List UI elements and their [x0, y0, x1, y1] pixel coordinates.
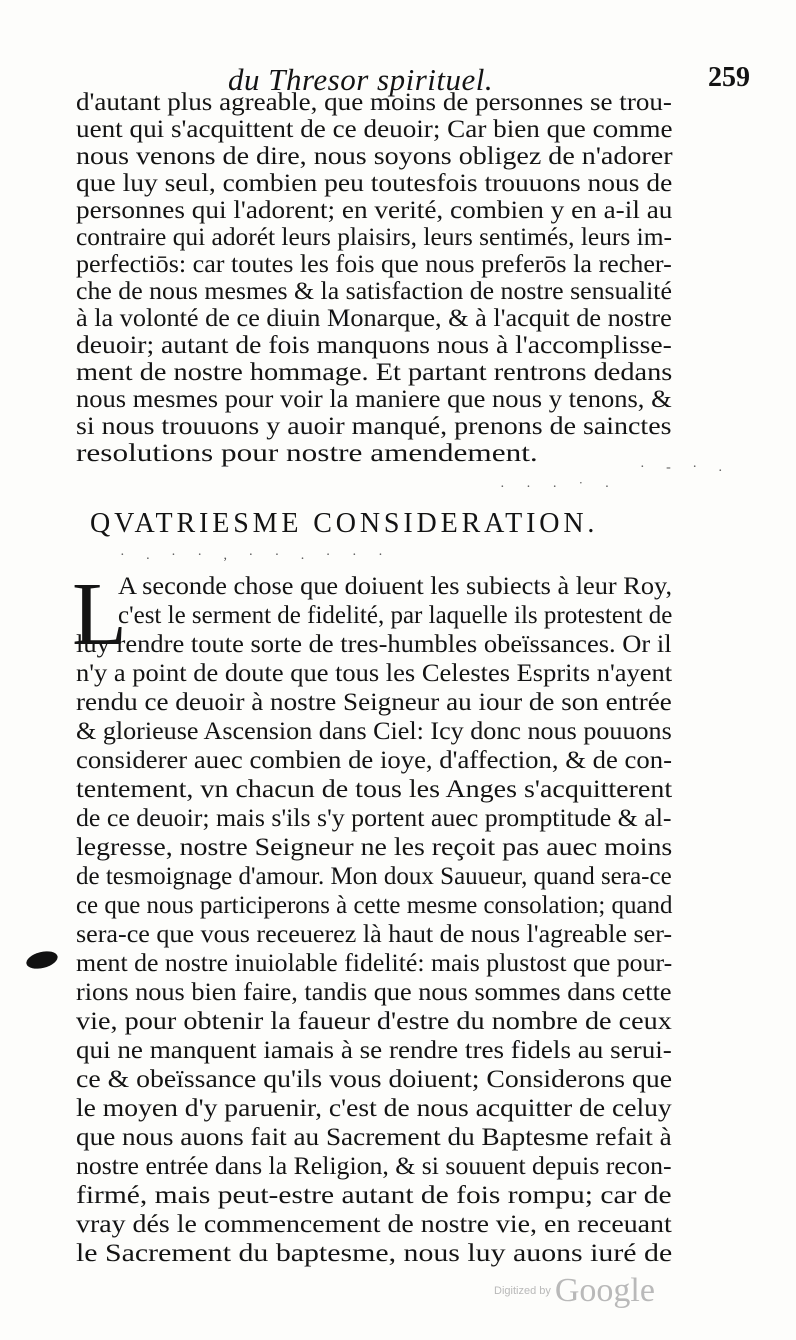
print-specks: · . · · , · · . · · · — [120, 548, 392, 563]
text-line: luy rendre toute sorte de tres-humbles obeïssances. Or il — [76, 631, 672, 658]
text-line: ment de nostre inuiolable fidelité: mais plustost que pour- — [76, 950, 673, 977]
text-line: & glorieuse Ascension dans Ciel: Icy donc nous pouuons — [76, 718, 672, 745]
text-line: vie, pour obtenir la faueur d'estre du nombre de ceux — [76, 1008, 672, 1035]
text-line: le moyen d'y paruenir, c'est de nous acquitter de celuy — [76, 1095, 672, 1122]
print-specks: · - · . — [640, 460, 731, 475]
text-line: sera-ce que vous receuerez là haut de nous l'agreable ser- — [76, 921, 673, 948]
text-line: perfectiōs: car toutes les fois que nous preferōs la recher- — [76, 251, 672, 278]
text-line: n'y a point de doute que tous les Celestes Esprits n'ayent — [76, 660, 673, 687]
text-line: considerer auec combien de ioye, d'affection, & de con- — [76, 747, 672, 774]
text-line: personnes qui l'adorent; en verité, combien y en a-il au — [76, 197, 673, 224]
text-line: nous venons de dire, nous soyons obligez de n'adorer — [76, 143, 673, 170]
paragraph-1 — [76, 88, 676, 476]
text-line: deuoir; autant de fois manquons nous à l'accomplisse- — [76, 332, 672, 359]
paragraph-2 — [76, 572, 676, 1278]
text-line: rendu ce deuoir à nostre Seigneur au iour de son entrée — [76, 689, 672, 716]
text-line: resolutions pour nostre amendement. — [76, 440, 538, 467]
page-number: 259 — [708, 62, 750, 93]
text-line: qui ne manquent iamais à se rendre tres fidels au serui- — [76, 1037, 672, 1064]
text-line: nous mesmes pour voir la maniere que nous y tenons, & — [76, 386, 672, 413]
text-line: ce & obeïssance qu'ils vous doiuent; Considerons que — [76, 1066, 673, 1093]
text-line: uent qui s'acquittent de ce deuoir; Car bien que comme — [76, 116, 673, 143]
text-line: ment de nostre hommage. Et partant rentrons dedans — [76, 359, 673, 386]
section-heading: QVATRIESME CONSIDERATION. — [90, 507, 599, 539]
text-line: ce que nous participerons à cette mesme consolation; quand — [76, 892, 673, 919]
print-specks: · · · ˙ · — [500, 480, 619, 495]
text-line: vray dés le commencement de nostre vie, en receuant — [76, 1211, 672, 1238]
drop-cap: L — [72, 565, 127, 664]
text-line: à la volonté de ce diuin Monarque, & à l'acquit de nostre — [76, 305, 672, 332]
text-line: si nous trouuons y auoir manqué, prenons de sainctes — [76, 413, 672, 440]
running-title: du Thresor spirituel. — [228, 62, 494, 97]
text-line: que nous auons fait au Sacrement du Baptesme refait à — [76, 1124, 672, 1151]
text-line: firmé, mais peut-estre autant de fois rompu; car de — [76, 1182, 672, 1209]
google-wordmark: Google — [554, 1272, 655, 1309]
ink-blot-mark — [25, 948, 60, 971]
text-line: rions nous bien faire, tandis que nous sommes dans cette — [76, 979, 672, 1006]
text-line: de tesmoignage d'amour. Mon doux Sauueur, quand sera-ce — [76, 863, 672, 890]
text-line: c'est le serment de fidelité, par laquelle ils protestent de — [118, 602, 673, 629]
digitization-watermark — [494, 1272, 655, 1310]
text-line: tentement, vn chacun de tous les Anges s'acquitterent — [76, 776, 673, 803]
text-line: que luy seul, combien peu toutesfois trouuons nous de — [76, 170, 673, 197]
text-line: che de nous mesmes & la satisfaction de nostre sensualité — [76, 278, 672, 305]
text-line: contraire qui adorét leurs plaisirs, leurs sentimés, leurs im- — [76, 224, 672, 251]
text-line: legresse, nostre Seigneur ne les reçoit pas auec moins — [76, 834, 673, 861]
text-line: le Sacrement du baptesme, nous luy auons iuré de — [76, 1240, 673, 1267]
text-line: nostre entrée dans la Religion, & si souuent depuis recon- — [76, 1153, 672, 1180]
text-line: d'autant plus agreable, que moins de personnes se trou- — [76, 89, 672, 116]
digitized-by-label: Digitized by — [494, 1285, 551, 1297]
text-line: A seconde chose que doiuent les subiects à leur Roy, — [118, 573, 673, 600]
text-line: de ce deuoir; mais s'ils s'y portent auec promptitude & al- — [76, 805, 672, 832]
